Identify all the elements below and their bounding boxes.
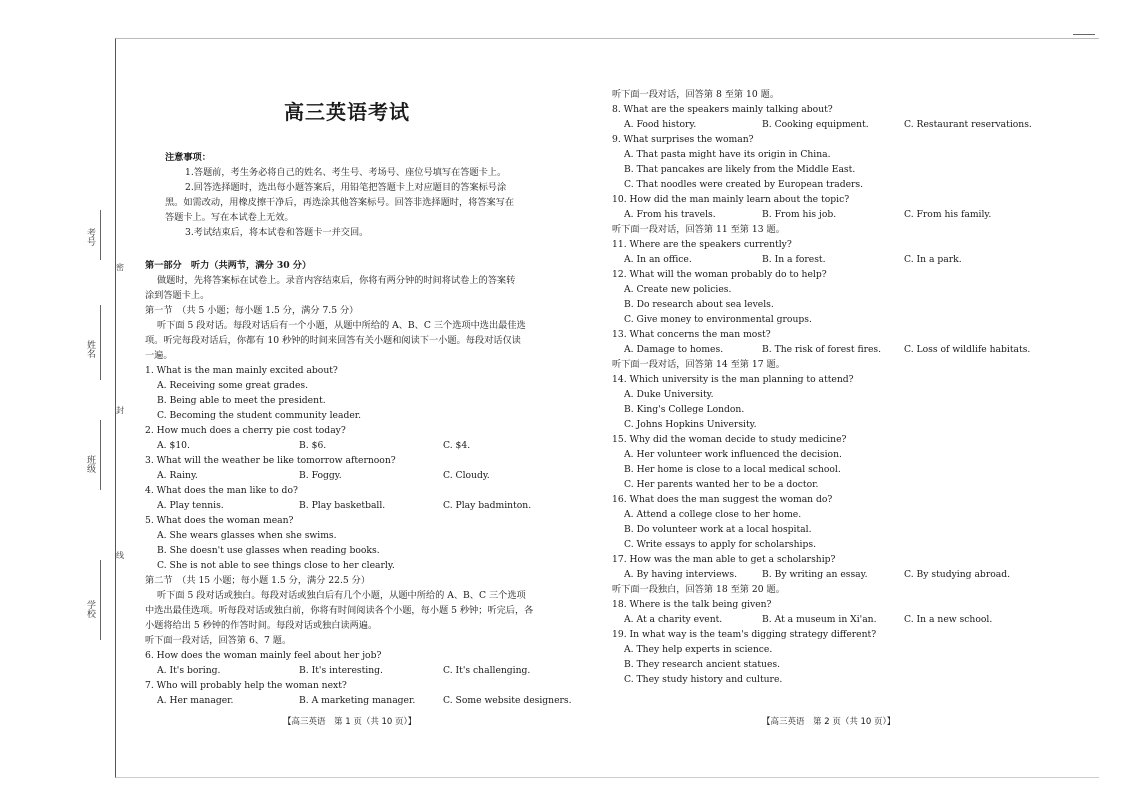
option: B. That pancakes are likely from the Middle East.: [624, 164, 856, 175]
option: B. They research ancient statues.: [624, 659, 781, 670]
option: A. By having interviews.: [624, 569, 738, 580]
section-heading: 第二节 （共 15 小题；每小题 1.5 分，满分 22.5 分）: [145, 575, 371, 586]
question: 19. In what way is the team's digging strategy different?: [612, 629, 877, 640]
option: B. Her home is close to a local medical school.: [624, 464, 841, 475]
option-row: [145, 468, 577, 483]
right-column: [612, 87, 1047, 687]
option: C. In a park.: [904, 254, 962, 265]
option: B. Foggy.: [299, 470, 342, 481]
instruction: 做题时，先将答案标在试卷上。录音内容结束后，你将有两分钟的时间将试卷上的答案转: [157, 275, 516, 286]
option: C. Play badminton.: [443, 500, 532, 511]
seal-mark-mi: 密: [116, 263, 124, 272]
option: C. $4.: [443, 440, 471, 451]
option: C. They study history and culture.: [624, 674, 783, 685]
option: A. Rainy.: [157, 470, 198, 481]
side-line: [100, 210, 101, 260]
option: B. It's interesting.: [299, 665, 383, 676]
instruction: 一遍。: [145, 350, 173, 361]
option: C. Johns Hopkins University.: [624, 419, 757, 430]
question: 8. What are the speakers mainly talking about?: [612, 104, 833, 115]
notice-heading: 注意事项：: [165, 152, 211, 163]
option-row: [612, 612, 1047, 627]
page-title: 高三英语考试: [284, 100, 410, 124]
notice-line: 2.回答选择题时，选出每小题答案后，用铅笔把答题卡上对应题目的答案标号涂: [185, 182, 507, 193]
option: C. By studying abroad.: [904, 569, 1011, 580]
option-row: [612, 567, 1047, 582]
option: C. It's challenging.: [443, 665, 531, 676]
option-row: [612, 252, 1047, 267]
instruction: 项。听完每段对话后，你都有 10 秒钟的时间来回答有关小题和阅读下一小题。每段对话仅读: [145, 335, 521, 346]
question: 6. How does the woman mainly feel about her job?: [145, 650, 382, 661]
instruction: 小题将给出 5 秒钟的作答时间。每段对话或独白读两遍。: [145, 620, 378, 631]
question: 10. How did the man mainly learn about the topic?: [612, 194, 850, 205]
option: B. A marketing manager.: [299, 695, 416, 706]
question: 1. What is the man mainly excited about?: [145, 365, 338, 376]
side-label-xingming: 姓名: [85, 340, 95, 358]
option: C. Becoming the student community leader.: [157, 410, 362, 421]
listening-prompt: 听下面一段独白，回答第 18 至第 20 题。: [612, 584, 785, 595]
option: B. Do volunteer work at a local hospital.: [624, 524, 812, 535]
question: 14. Which university is the man planning to attend?: [612, 374, 854, 385]
option-row: [145, 663, 577, 678]
option: A. Receiving some great grades.: [157, 380, 309, 391]
option: C. That noodles were created by European traders.: [624, 179, 864, 190]
question: 2. How much does a cherry pie cost today?: [145, 425, 346, 436]
question: 11. Where are the speakers currently?: [612, 239, 792, 250]
question: 17. How was the man able to get a scholarship?: [612, 554, 836, 565]
option: B. Cooking equipment.: [762, 119, 869, 130]
option: C. Cloudy.: [443, 470, 490, 481]
option: B. At a museum in Xi'an.: [762, 614, 877, 625]
option: B. Play basketball.: [299, 500, 386, 511]
option: A. At a charity event.: [624, 614, 723, 625]
option: B. The risk of forest fires.: [762, 344, 882, 355]
option: B. In a forest.: [762, 254, 826, 265]
option: A. She wears glasses when she swims.: [157, 530, 337, 541]
question: 7. Who will probably help the woman next?: [145, 680, 347, 691]
seal-mark-feng: 封: [116, 406, 124, 415]
option: A. Her manager.: [157, 695, 234, 706]
page-footer-left: 【高三英语 第 1 页（共 10 页）】: [283, 717, 417, 727]
option: C. Loss of wildlife habitats.: [904, 344, 1031, 355]
option: C. Some website designers.: [443, 695, 572, 706]
notice-line: 黑。如需改动，用橡皮擦干净后，再选涂其他答案标号。回答非选择题时，将答案写在: [165, 197, 515, 208]
side-label-banji: 班级: [85, 455, 95, 473]
option: B. She doesn't use glasses when reading books.: [157, 545, 380, 556]
listening-prompt: 听下面一段对话，回答第 8 至第 10 题。: [612, 89, 780, 100]
question: 15. Why did the woman decide to study medicine?: [612, 434, 847, 445]
option: C. Restaurant reservations.: [904, 119, 1032, 130]
listening-prompt: 听下面一段对话，回答第 11 至第 13 题。: [612, 224, 785, 235]
listening-prompt: 听下面一段对话，回答第 14 至第 17 题。: [612, 359, 785, 370]
seal-mark-xian: 线: [116, 551, 124, 560]
instruction: 涂到答题卡上。: [145, 290, 210, 301]
side-line: [100, 305, 101, 380]
option: B. King's College London.: [624, 404, 745, 415]
option: A. Attend a college close to her home.: [624, 509, 802, 520]
notice-line: 答题卡上。写在本试卷上无效。: [165, 212, 294, 223]
option-row: [612, 117, 1047, 132]
question: 9. What surprises the woman?: [612, 134, 754, 145]
option: B. From his job.: [762, 209, 837, 220]
option: A. It's boring.: [157, 665, 221, 676]
option: A. Her volunteer work influenced the decision.: [624, 449, 842, 460]
option: A. Duke University.: [624, 389, 714, 400]
option-row: [145, 693, 577, 708]
listening-prompt: 听下面一段对话，回答第 6、7 题。: [145, 635, 292, 646]
option: A. $10.: [157, 440, 190, 451]
option-row: [145, 438, 577, 453]
notice-line: 3.考试结束后，将本试卷和答题卡一并交回。: [185, 227, 369, 238]
option: A. Create new policies.: [624, 284, 732, 295]
question: 16. What does the man suggest the woman do?: [612, 494, 833, 505]
page-footer-right: 【高三英语 第 2 页（共 10 页）】: [762, 717, 896, 727]
option: A. Food history.: [624, 119, 697, 130]
option: C. In a new school.: [904, 614, 993, 625]
option: C. Give money to environmental groups.: [624, 314, 812, 325]
question: 4. What does the man like to do?: [145, 485, 298, 496]
question: 5. What does the woman mean?: [145, 515, 294, 526]
option: A. In an office.: [624, 254, 692, 265]
option: B. $6.: [299, 440, 327, 451]
side-line: [100, 560, 101, 640]
side-line: [100, 420, 101, 490]
option-row: [145, 498, 577, 513]
question: 12. What will the woman probably do to help?: [612, 269, 827, 280]
instruction: 听下面 5 段对话或独白。每段对话或独白后有几个小题，从题中所给的 A、B、C 三个选项: [157, 590, 526, 601]
cut-mark: [1073, 34, 1095, 35]
option: A. Play tennis.: [157, 500, 224, 511]
option-row: [612, 342, 1047, 357]
option: A. That pasta might have its origin in China.: [624, 149, 831, 160]
option: B. By writing an essay.: [762, 569, 868, 580]
notice-line: 1.答题前，考生务必将自己的姓名、考生号、考场号、座位号填写在答题卡上。: [185, 167, 507, 178]
instruction: 中选出最佳选项。听每段对话或独白前，你将有时间阅读各个小题，每小题 5 秒钟；听完后，各: [145, 605, 534, 616]
option: A. From his travels.: [624, 209, 716, 220]
notice-block: [165, 150, 575, 240]
option: A. They help experts in science.: [624, 644, 773, 655]
left-column: [145, 258, 577, 708]
side-label-xuexiao: 学校: [85, 600, 95, 618]
option: A. Damage to homes.: [624, 344, 724, 355]
section-heading: 第一节 （共 5 小题；每小题 1.5 分，满分 7.5 分）: [145, 305, 359, 316]
question: 3. What will the weather be like tomorrow afternoon?: [145, 455, 396, 466]
option: B. Do research about sea levels.: [624, 299, 774, 310]
instruction: 听下面 5 段对话。每段对话后有一个小题，从题中所给的 A、B、C 三个选项中选出最佳选: [157, 320, 526, 331]
option: C. Her parents wanted her to be a doctor.: [624, 479, 819, 490]
question: 13. What concerns the man most?: [612, 329, 771, 340]
option: C. She is not able to see things close to her clearly.: [157, 560, 395, 571]
part-heading: 第一部分 听力（共两节，满分 30 分）: [145, 260, 312, 271]
side-label-kaohao: 考号: [85, 228, 95, 246]
option: C. From his family.: [904, 209, 992, 220]
option: C. Write essays to apply for scholarships.: [624, 539, 817, 550]
question: 18. Where is the talk being given?: [612, 599, 772, 610]
option: B. Being able to meet the president.: [157, 395, 326, 406]
option-row: [612, 207, 1047, 222]
